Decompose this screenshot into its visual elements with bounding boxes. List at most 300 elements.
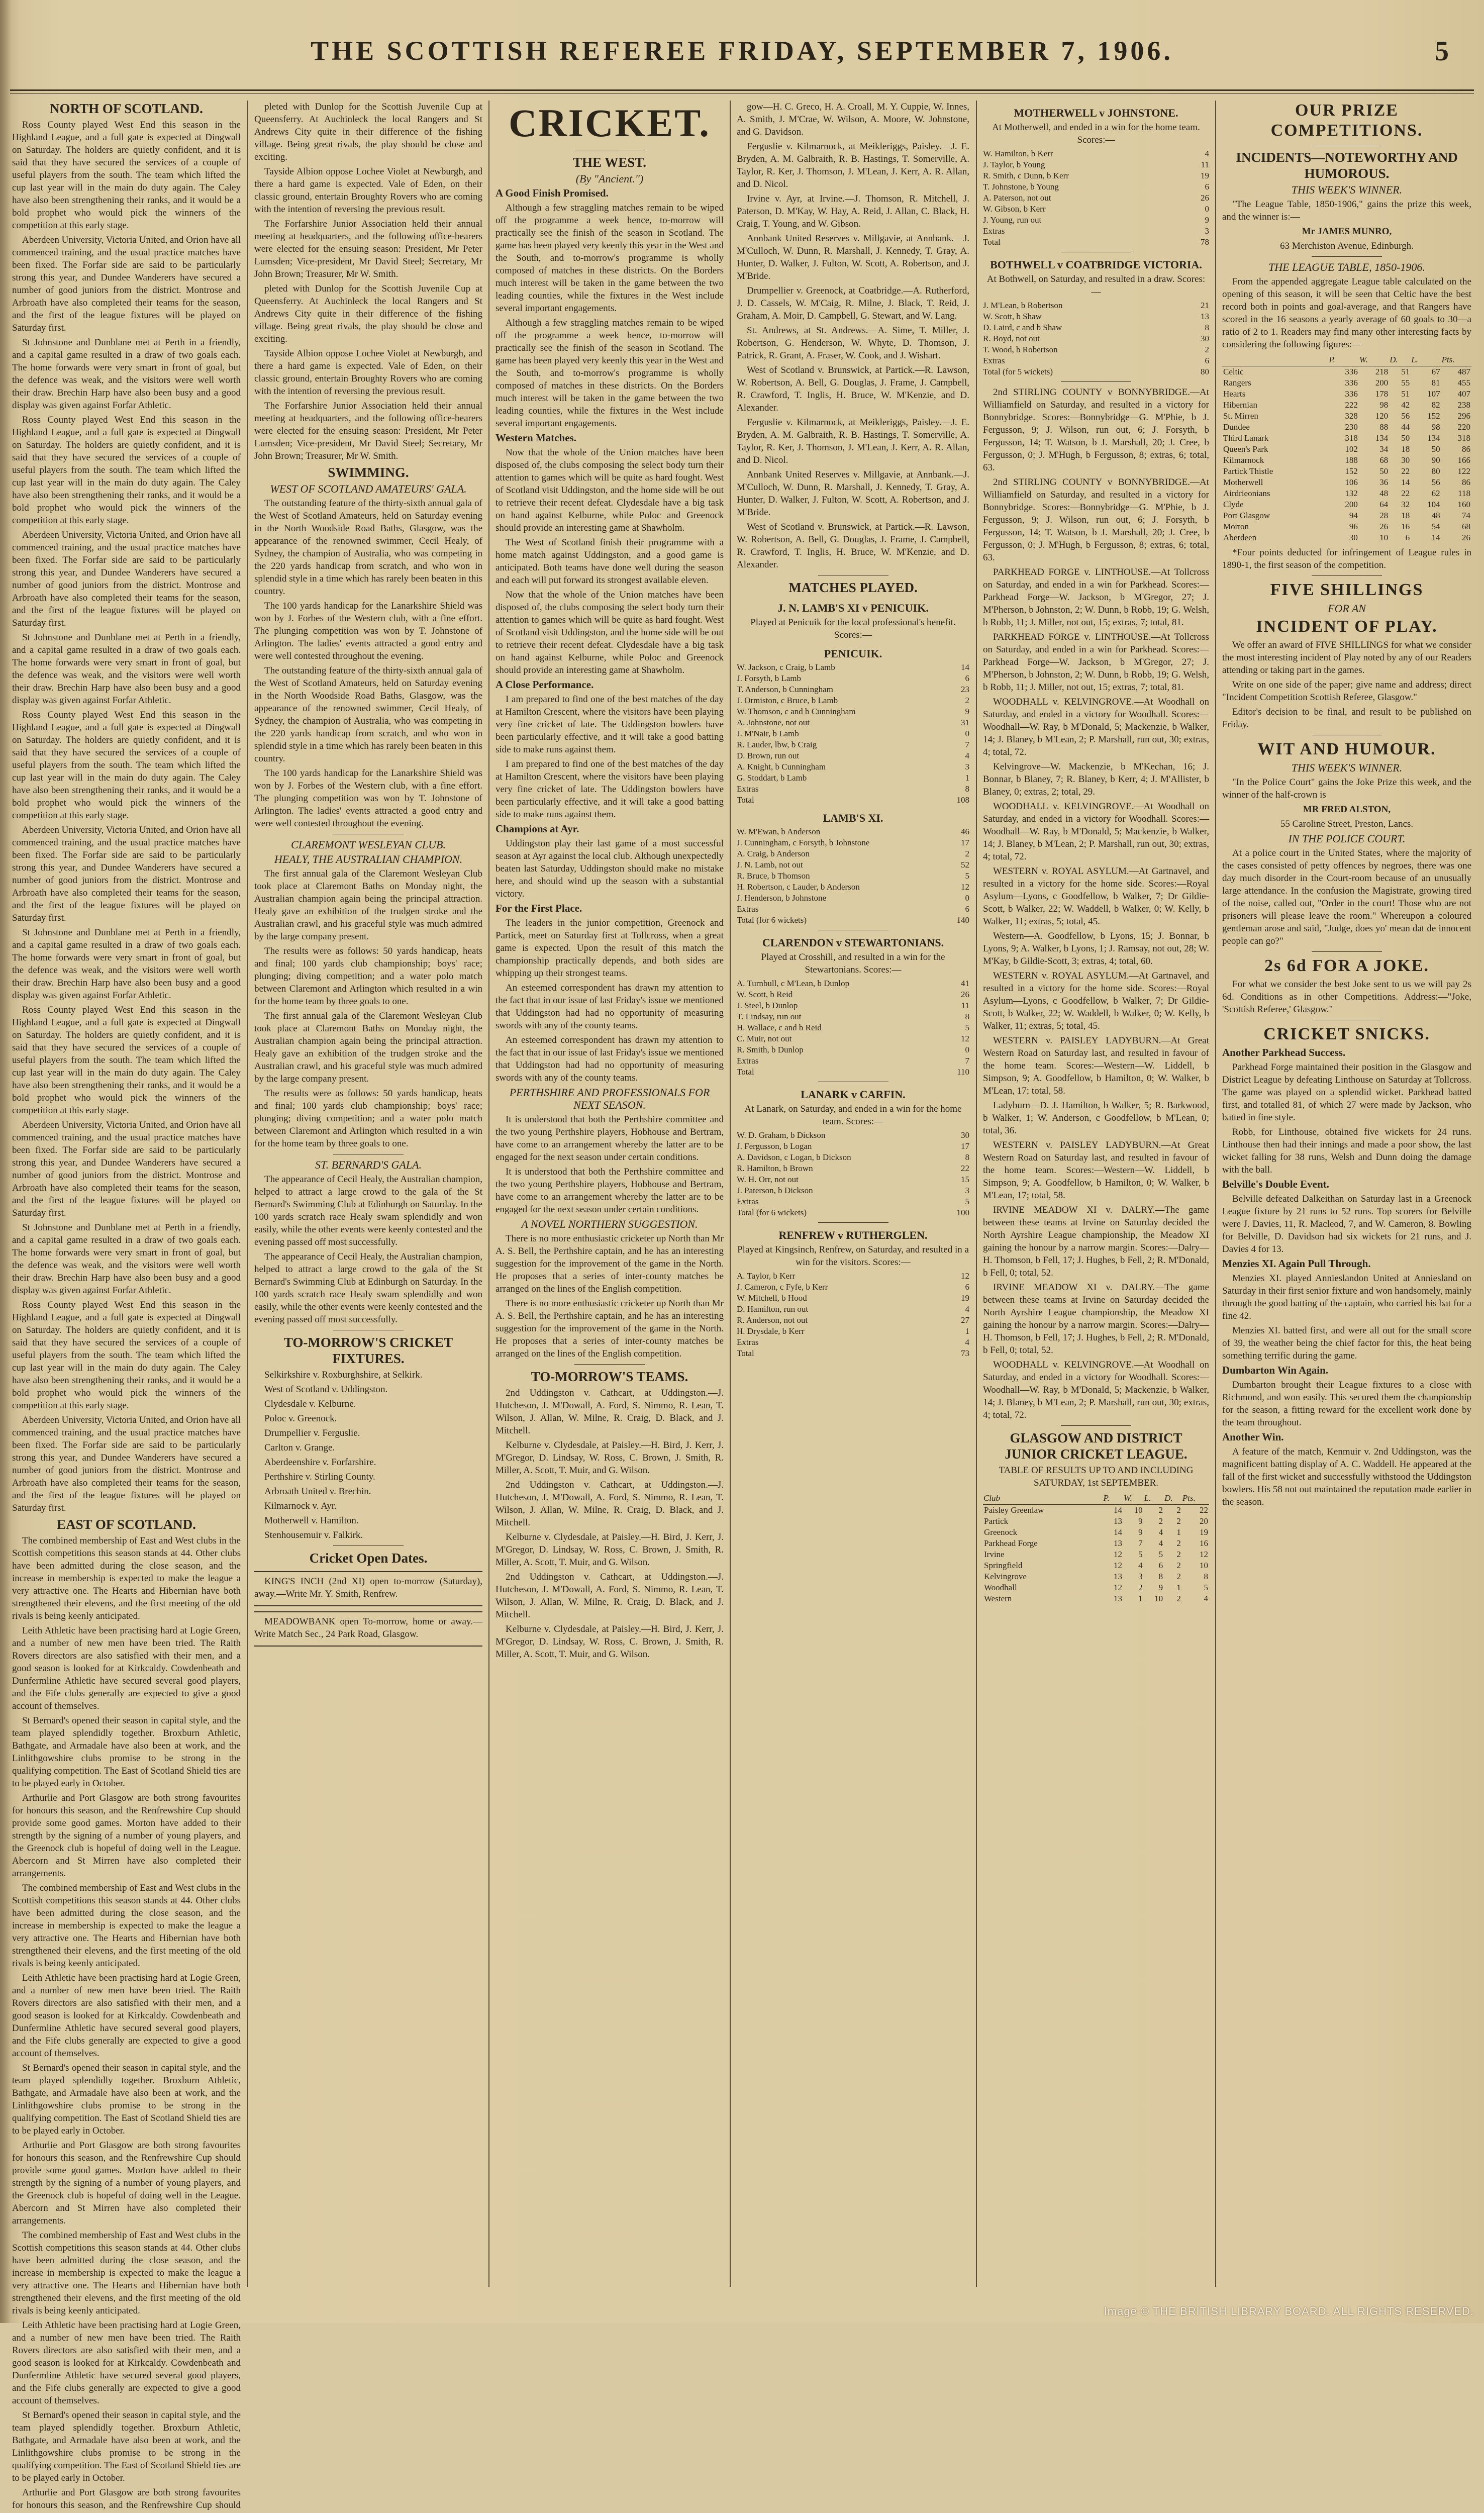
article-heading: HEALY, THE AUSTRALIAN CHAMPION.	[274, 853, 463, 865]
article-paragraph: From the appended aggregate League table calculated on the opening of this season, it will be seen that Celtic have the best record both in points and goal-average, and that Rangers have scored in the 16 seasons a yearly average of 60 goals to 30—a ratio of 2 to 1. Readers may find many other interesting facts by considering the following figures:—	[1222, 276, 1471, 350]
score-row: W. M'Ewan, b Anderson 46	[737, 827, 969, 836]
masthead-title: THE SCOTTISH REFEREE FRIDAY, SEPTEMBER 7, 1906.	[311, 36, 1173, 66]
score-row: H. Drysdale, b Kerr 1	[737, 1326, 969, 1336]
classified-ad	[254, 1571, 482, 1606]
match-note: At Bothwell, on Saturday, and resulted in a draw. Scores:—	[986, 274, 1206, 297]
score-row: W. Jackson, c Craig, b Lamb 14	[737, 662, 969, 672]
subheading: Menzies XI. Again Pull Through.	[1222, 1258, 1371, 1270]
winner-address: 63 Merchiston Avenue, Edinburgh.	[1280, 241, 1414, 251]
scorecard	[737, 662, 969, 806]
table-row: Kilmarnock 188 68 30 90 166	[1223, 455, 1470, 465]
section-heading: MATCHES PLAYED.	[788, 580, 918, 595]
score-total: Total (for 6 wickets) 140	[737, 915, 969, 925]
article-paragraph: The outstanding feature of the thirty-sixth annual gala of the West of Scotland Amateurs, held on Saturday evening in the North Woodside Road Baths, Glasgow, was the appearance of the renowned swimmer, Cecil Healy, of Sydney, the champion of Australia, who was competing in the 220 yards handicap from scratch, and who won in splendid style in a time which has rarely been beaten in this country.	[254, 665, 482, 764]
score-row: A. Craig, b Anderson 2	[737, 849, 969, 858]
article-heading: PERTHSHIRE AND PROFESSIONALS FOR NEXT SEASON.	[509, 1086, 710, 1111]
cricket-section-title: CRICKET.	[509, 101, 711, 145]
subheading: Dumbarton Win Again.	[1222, 1364, 1329, 1376]
table-row: Dundee 230 88 44 98 220	[1223, 422, 1470, 432]
fixture-item: Poloc v. Greenock.	[264, 1413, 337, 1424]
section-heading: GLASGOW AND DISTRICT JUNIOR CRICKET LEAGUE.	[1005, 1430, 1188, 1462]
fixture-item: Carlton v. Grange.	[264, 1442, 335, 1453]
junior-league-table	[983, 1492, 1209, 1604]
article-heading: THE LEAGUE TABLE, 1850-1906.	[1268, 261, 1425, 273]
article-paragraph: IRVINE MEADOW XI v. DALRY.—The game between these teams at Irvine on Saturday decided the North Ayrshire League championship, the Meadow XI gaining the honour by a narrow margin. Scores:—Dalry—H. Thomson, b Fell, 17; J. Hughes, b Fell, 2; R. M'Donald, b Fell, 0; total, 52.	[983, 1205, 1209, 1278]
table-header-row: Club P. W. L. D. Pts.	[983, 1492, 1209, 1505]
table-row: Aberdeen 30 10 6 14 26	[1223, 533, 1470, 542]
article-paragraph: The 100 yards handicap for the Lanarkshire Shield was won by J. Forbes of the Western club, with a fine effort. The plunging competition was won by T. Johnstone of Arlington. The ladies' events attracted a good entry and were well contested throughout the evening.	[254, 601, 482, 661]
article-paragraph: The first annual gala of the Claremont Wesleyan Club took place at Claremont Baths on Monday night, the Australian champion again being the principal attraction. Healy gave an exhibition of the trudgen stroke and the Australian crawl, and his graceful style was much admired by the large company present.	[254, 1011, 482, 1084]
copyright-watermark: Image © THE BRITISH LIBRARY BOARD. ALL RIGHTS RESERVED.	[1104, 2305, 1474, 2317]
fixture-item: Clydesdale v. Kelburne.	[264, 1399, 356, 1409]
table-row: Paisley Greenlaw 14 10 2 2 22	[984, 1505, 1208, 1515]
table-footnote: *Four points deducted for infringement of League rules in 1890-1, the first season of the competition.	[1222, 547, 1471, 570]
table-row: Kelvingrove 13 3 8 2 8	[984, 1572, 1208, 1581]
match-note: Played at Crosshill, and resulted in a win for the Stewartonians. Scores:—	[761, 952, 945, 975]
score-row: W. D. Graham, b Dickson 30	[737, 1130, 969, 1140]
article-heading: IN THE POLICE COURT.	[1288, 832, 1406, 845]
score-total: Total 73	[737, 1348, 969, 1358]
article-paragraph: The leaders in the junior competition, Greenock and Partick, meet on Saturday first at Tollcross, when a great game is expected. Upon the result of this match the championship practically depends, and both sides are whipping up their strongest teams.	[496, 918, 724, 979]
score-row: J. Paterson, b Dickson 3	[737, 1186, 969, 1195]
score-row: J. Young, run out 9	[983, 215, 1209, 225]
article-paragraph: Arthurlie and Port Glasgow are both strong favourites for honours this season, and the Renfrewshire Cup should	[12, 2487, 241, 2510]
subheading: A Close Performance.	[496, 679, 594, 691]
scorecard	[737, 1271, 969, 1359]
score-row: D. Hamilton, run out 4	[737, 1304, 969, 1314]
article-heading: ST. BERNARD'S GALA.	[315, 1158, 422, 1171]
column-3	[496, 101, 724, 2287]
article-paragraph: WESTERN v. PAISLEY LADYBURN.—At Great Western Road on Saturday last, and resulted in favour of the home team. Scores:—Western—W. Liddell, b Simpson, 9; A. Goodfellow, b Hamilton, 0; W. Walker, b M'Lean, 17; total, 58.	[983, 1140, 1209, 1201]
score-row: Extras 7	[737, 1056, 969, 1066]
article-paragraph: The 100 yards handicap for the Lanarkshire Shield was won by J. Forbes of the Western club, with a fine effort. The plunging competition was won by T. Johnstone of Arlington. The ladies' events attracted a good entry and were well contested throughout the evening.	[254, 768, 482, 829]
article-heading: A NOVEL NORTHERN SUGGESTION.	[521, 1218, 698, 1230]
article-paragraph: Ladyburn—D. J. Hamilton, b Walker, 5; R. Barkwood, b Walker, 1; W. Anderson, c Goodfellow, b M'Lean, 0; total, 36.	[983, 1100, 1209, 1136]
score-row: A. Johnstone, not out 31	[737, 718, 969, 727]
article-paragraph: PARKHEAD FORGE v. LINTHOUSE.—At Tollcross on Saturday, and ended in a win for Parkhead. Scores:—Parkhead Forge—W. Jackson, b M'Gregor, 27; J. M'Pherson, b Johnston, 2; W. Dunn, b Robb, 19; G. Welsh, b Robb, 11; J. Miller, not out, 15; extras, 7; total, 81.	[983, 632, 1209, 693]
match-title: J. N. LAMB'S XI v PENICUIK.	[777, 602, 929, 614]
fixture-item: Drumpellier v. Ferguslie.	[264, 1428, 360, 1438]
article-paragraph: Menzies XI. batted first, and were all out for the small score of 39, the weather being the chief factor for this, the heat being something terrific during the game.	[1222, 1325, 1471, 1361]
article-paragraph: Ross County played West End this season in the Highland League, and a full gate is expected at Dingwall on Saturday. The holders are quietly confident, and it is said that they have secured the services of a couple of useful players from the south. The team which lifted the cup last year will in the main do duty again. The Caley have also been strengthening their ranks, and it would be a bold prophet who would pick the winners of the competition at this early stage.	[12, 1300, 241, 1411]
scorecard	[737, 1130, 969, 1218]
article-paragraph: An esteemed correspondent has drawn my attention to the fact that in our issue of last Friday's issue we mentioned that Uddingston had had no opportunity of measuring swords with any of the county teams.	[496, 983, 724, 1031]
article-paragraph: 2nd Uddingston v. Cathcart, at Uddingston.—J. Hutcheson, J. M'Dowall, A. Ford, S. Nimmo, R. Lean, T. Wilson, J. Allan, W. Milne, R. Craig, D. Black, and J. Mitchell.	[496, 1572, 724, 1620]
article-paragraph: Editor's decision to be final, and result to be published on Friday.	[1222, 707, 1471, 730]
score-row: R. Smith, c Dunn, b Kerr 19	[983, 171, 1209, 180]
divider	[1312, 951, 1382, 952]
article-paragraph: St Bernard's opened their season in capital style, and the team played splendidly together. Broxburn Athletic, Bathgate, and Armadale have also been at work, and the Linlithgowshire clubs promise to be strong in the qualifying competition. The East of Scotland Shield ties are to be played early in October.	[12, 2410, 241, 2483]
article-paragraph: The appearance of Cecil Healy, the Australian champion, helped to attract a large crowd to the gala of the St Bernard's Swimming Club at Edinburgh on Saturday. In the 100 yards scratch race Healy swam splendidly and won easily, while the other events were keenly contested and the evening passed off most successfully.	[254, 1251, 483, 1325]
article-paragraph: Ferguslie v. Kilmarnock, at Meikleriggs, Paisley.—J. E. Bryden, A. M. Galbraith, R. B. Hastings, T. Somerville, A. Taylor, R. Ker, J. Thomson, J. M'Lean, J. Kerr, A. R. Allan, and D. Nicol.	[737, 417, 969, 465]
score-row: T. Wood, b Robertson 2	[983, 345, 1209, 354]
article-paragraph: Western—A. Goodfellow, b Lyons, 15; J. Bonnar, b Lyons, 9; A. Walker, b Lyons, 1; J. Ramsay, not out, 28; W. M'Kay, b Gildie-Scott, 3; extras, 4; total, 60.	[983, 931, 1209, 966]
article-paragraph: West of Scotland v. Brunswick, at Partick.—R. Lawson, W. Robertson, A. Bell, G. Douglas, J. Frame, J. Campbell, R. Crawford, T. Inglis, H. Bruce, W. M'Kenzie, and D. Alexander.	[737, 365, 969, 413]
score-row: J. Ormiston, c Bruce, b Lamb 2	[737, 696, 969, 705]
article-paragraph: WESTERN v. ROYAL ASYLUM.—At Gartnavel, and resulted in a victory for the home side. Scores:—Royal Asylum—Lyons, c Goodfellow, b Walker, 7; Dr Gildie-Scott, b Walker, 22; W. Waddell, b Walker, 0; W. Kelly, b Walker, 11; extras, 5; total, 45.	[983, 971, 1209, 1031]
section-heading: 2s 6d FOR A JOKE.	[1264, 956, 1429, 975]
score-row: T. Johnstone, b Young 6	[983, 182, 1209, 191]
section-heading: FIVE SHILLINGS	[1270, 581, 1424, 599]
section-heading: Cricket Open Dates.	[309, 1551, 428, 1566]
article-paragraph: pleted with Dunlop for the Scottish Juvenile Cup at Queensferry. At Auchinleck the local Rangers and St Andrews City quite in their difference of the fishing village. Being great rivals, the play should be close and exciting.	[254, 102, 482, 162]
table-row: Clyde 200 64 32 104 160	[1223, 500, 1470, 509]
score-total: Total 110	[737, 1067, 969, 1077]
article-paragraph: Uddingston play their last game of a most successful season at Ayr against the local club. Although unexpectedly beaten last Saturday, Uddingston should make no mistake here, and should wind up the season with a substantial victory.	[496, 838, 724, 899]
article-paragraph: Kelburne v. Clydesdale, at Paisley.—H. Bird, J. Kerr, J. M'Gregor, D. Lindsay, W. Ross, C. Brown, J. Smith, R. Miller, A. Scott, T. Muir, and G. Wilson.	[496, 1624, 724, 1660]
article-paragraph: Parkhead Forge maintained their position in the Glasgow and District League by defeating Linthouse on Saturday at Tollcross. The game was played on a splendid wicket. Parkhead batted first, and totalled 81, of which 27 were made by Jackson, who batted in fine style.	[1222, 1062, 1471, 1123]
winner-name: MR FRED ALSTON,	[1303, 804, 1391, 815]
fixture-item: Aberdeenshire v. Forfarshire.	[264, 1457, 376, 1468]
score-row: W. Scott, b Shaw 13	[983, 312, 1209, 321]
subheading: Belville's Double Event.	[1222, 1178, 1329, 1190]
article-paragraph: Tayside Albion oppose Lochee Violet at Newburgh, and there a hard game is expected. Vale of Eden, on their classic ground, entertain Broughty Rovers who are coming with the intention of reversing the previous result.	[254, 348, 482, 397]
team-name: PENICUIK.	[824, 647, 882, 660]
article-paragraph: Arthurlie and Port Glasgow are both strong favourites for honours this season, and the Renfrewshire Cup should provide some good games. Morton have added to their strength by the signing of a number of young players, and the Greenock club is hopeful of doing well in the League. Abercorn and St Mirren have also completed their arrangements.	[12, 2140, 241, 2226]
match-note: Played at Kingsinch, Renfrew, on Saturday, and resulted in a win for the visitors. Scores:—	[737, 1244, 969, 1268]
article-paragraph: Kelvingrove—W. Mackenzie, b M'Kechan, 16; J. Bonnar, b Blaney, 7; R. Blaney, b Kerr, 4; J. M'Allister, b Blaney, 0; extras, 2; total, 29.	[983, 761, 1209, 797]
table-row: Hibernian 222 98 42 82 238	[1223, 400, 1470, 410]
score-row: W. Hamilton, b Kerr 4	[983, 149, 1209, 158]
table-row: Woodhall 12 2 9 1 5	[984, 1583, 1208, 1592]
article-paragraph: The Forfarshire Junior Association held their annual meeting at headquarters, and the following office-bearers were elected for the ensuing season: President, Mr Peter Lumsden; Vice-president, Mr David Steel; Secretary, Mr John Brown; Treasurer, Mr W. Smith.	[254, 219, 482, 279]
score-row: Extras 8	[737, 784, 969, 794]
score-row: R. Lauder, lbw, b Craig 7	[737, 740, 969, 749]
article-paragraph: "In the Police Court" gains the Joke Prize this week, and the winner of the half-crown is	[1222, 777, 1471, 800]
section-heading: INCIDENTS—NOTEWORTHY AND HUMOROUS.	[1236, 150, 1458, 181]
article-paragraph: Belville defeated Dalkeithan on Saturday last in a Greenock League fixture by 21 runs to 52 runs. Top scorers for Belville were J. Davies, 11, R. Macleod, 7, and W. Cameron, 8. Bowling for Belville, D. Davidson had six wickets for 21 runs, and J. Davies 4 for 13.	[1222, 1194, 1471, 1254]
article-paragraph: It is understood that both the Perthshire committee and the two young Perthshire players, Hobhouse and Bertram, have come to an arrangement whereby the latter are to be engaged for the next season under certain conditions.	[496, 1167, 724, 1215]
masthead-rule-thin	[10, 93, 1474, 94]
article-paragraph: WESTERN v. ROYAL ASYLUM.—At Gartnavel, and resulted in a victory for the home side. Scores:—Royal Asylum—Lyons, c Goodfellow, b Walker, 7; Dr Gildie-Scott, b Walker, 22; W. Waddell, b Walker, 0; W. Kelly, b Walker, 11; extras, 5; total, 45.	[983, 866, 1209, 927]
subheading: Another Parkhead Success.	[1222, 1046, 1346, 1058]
score-row: J. Taylor, b Young 11	[983, 160, 1209, 169]
article-heading: THIS WEEK'S WINNER.	[1291, 761, 1403, 774]
article-paragraph: Robb, for Linthouse, obtained five wickets for 24 runs. Linthouse then had their innings and made a poor show, the last wicket falling for 38 runs, Welsh and Dunn doing the damage with the ball.	[1222, 1127, 1471, 1175]
masthead	[0, 30, 1484, 75]
score-row: R. Bruce, b Thomson 5	[737, 871, 969, 881]
article-paragraph: WESTERN v. PAISLEY LADYBURN.—At Great Western Road on Saturday last, and resulted in favour of the home team. Scores:—Western—W. Liddell, b Simpson, 9; A. Goodfellow, b Hamilton, 0; W. Walker, b M'Lean, 17; total, 58.	[983, 1035, 1209, 1096]
score-total: Total (for 5 wickets) 80	[983, 367, 1209, 376]
section-heading: NORTH OF SCOTLAND.	[50, 101, 203, 116]
section-heading: CRICKET SNICKS.	[1263, 1025, 1430, 1043]
article-paragraph: IRVINE MEADOW XI v. DALRY.—The game between these teams at Irvine on Saturday decided the North Ayrshire League championship, the Meadow XI gaining the honour by a narrow margin. Scores:—Dalry—H. Thomson, b Fell, 17; J. Hughes, b Fell, 2; R. M'Donald, b Fell, 0; total, 52.	[983, 1282, 1209, 1356]
article-paragraph: Aberdeen University, Victoria United, and Orion have all commenced training, and the usual practice matches have been fixed. The Forfar side are said to be particularly strong this year, and Dundee Wanderers have secured a number of good juniors from the district. Montrose and Arbroath have also completed their teams for the season, and the first of the league fixtures will be played on Saturday first.	[12, 1415, 241, 1513]
article-paragraph: Write on one side of the paper; give name and address; direct "Incident Competition Scottish Referee, Glasgow."	[1222, 680, 1471, 703]
match-title: MOTHERWELL v JOHNSTONE.	[1014, 107, 1178, 119]
score-row: C. Muir, not out 12	[737, 1034, 969, 1043]
match-note: Played at Penicuik for the local professional's benefit. Scores:—	[750, 617, 956, 640]
table-row: Motherwell 106 36 14 56 86	[1223, 477, 1470, 487]
article-paragraph: West of Scotland v. Brunswick, at Partick.—R. Lawson, W. Robertson, A. Bell, G. Douglas, J. Frame, J. Campbell, R. Crawford, T. Inglis, H. Bruce, W. M'Kenzie, and D. Alexander.	[737, 522, 969, 570]
subheading: A Good Finish Promised.	[496, 187, 609, 199]
ad-text: MEADOWBANK open To-morrow, home or away.—Write Match Sec., 24 Park Road, Glasgow.	[254, 1616, 482, 1639]
table-row: Rangers 336 200 55 81 455	[1223, 378, 1470, 388]
scorecard	[737, 826, 969, 926]
table-header-row: P. W. D. L. Pts.	[1222, 354, 1471, 366]
article-paragraph: WOODHALL v. KELVINGROVE.—At Woodhall on Saturday, and ended in a victory for Woodhall. Scores:—Woodhall—W. Ray, b M'Donald, 5; Mackenzie, b Walker, 14; J. Blaney, b M'Lean, 2; P. Marshall, run out, 30; extras, 4; total, 72.	[983, 697, 1209, 757]
section-heading: THE WEST.	[572, 155, 647, 170]
score-row: Extras 6	[737, 904, 969, 914]
section-heading: TO-MORROW'S CRICKET FIXTURES.	[283, 1335, 453, 1366]
article-paragraph: 2nd STIRLING COUNTY v BONNYBRIDGE.—At Williamfield on Saturday, and resulted in a victory for Bonnybridge. Scores:—Bonnybridge—G. M'Phie, b J. Fergusson, 9; J. Wilson, run out, 6; J. Forsyth, b Fergusson, 14; T. Watson, b J. Marshall, 20; J. Cree, b Fergusson, 0; J. M'Hugh, b Fergusson, 8; extras, 6; total, 63.	[983, 387, 1209, 473]
score-row: H. Robertson, c Lauder, b Anderson 12	[737, 882, 969, 892]
article-paragraph: We offer an award of FIVE SHILLINGS for what we consider the most interesting incident of Play noted by any of our Readers attending or taking part in the games.	[1222, 640, 1471, 675]
article-paragraph: A feature of the match, Kenmuir v. 2nd Uddingston, was the magnificent batting display of A. C. Waddell. He appeared at the fall of the first wicket and successfully withstood the Uddingston bowlers. His 58 not out maintained the reputation made earlier in the season.	[1222, 1446, 1471, 1507]
article-paragraph: St. Andrews, at St. Andrews.—A. Sime, T. Miller, J. Robertson, G. Henderson, W. Whyte, D. Thomson, J. Patrick, R. Grant, A. Fraser, W. Cook, and J. Wishart.	[737, 325, 969, 361]
column-rule	[247, 101, 248, 2287]
score-row: D. Brown, run out 4	[737, 751, 969, 760]
article-paragraph: Dumbarton brought their League fixtures to a close with Richmond, and won easily. This secured them the championship for the season, a fitting reward for the excellent work done by the team throughout.	[1222, 1380, 1471, 1428]
article-paragraph: An esteemed correspondent has drawn my attention to the fact that in our issue of last Friday's issue we mentioned that Uddingston had had no opportunity of measuring swords with any of the county teams.	[496, 1035, 724, 1083]
article-paragraph: Ferguslie v. Kilmarnock, at Meikleriggs, Paisley.—J. E. Bryden, A. M. Galbraith, R. B. Hastings, T. Somerville, A. Taylor, R. Ker, J. Thomson, J. M'Lean, J. Kerr, A. R. Allan, and D. Nicol.	[737, 141, 969, 189]
page-binding-shadow	[0, 0, 11, 2323]
score-row: R. Anderson, not out 27	[737, 1315, 969, 1325]
subheading: Champions at Ayr.	[496, 823, 579, 835]
divider	[1061, 1425, 1131, 1426]
subheading: For the First Place.	[496, 902, 582, 914]
table-row: Celtic 336 218 51 67 487	[1223, 367, 1470, 376]
table-row: Springfield 12 4 6 2 10	[984, 1561, 1208, 1570]
article-paragraph: It is understood that both the Perthshire committee and the two young Perthshire players, Hobhouse and Bertram, have come to an arrangement whereby the latter are to be engaged for the next season under certain conditions.	[496, 1114, 724, 1163]
article-paragraph: The results were as follows: 50 yards handicap, heats and final; 100 yards club championship; boys' race; plunging; diving competition; and a water polo match between Claremont and Arlington which resulted in a win for the home team by three goals to one.	[254, 1088, 482, 1149]
article-paragraph: gow—H. C. Greco, H. A. Croall, M. Y. Cuppie, W. Innes, A. Smith, J. M'Crae, W. Wilson, A. Moore, W. Johnstone, and G. Davidson.	[737, 102, 969, 137]
score-row: A. Knight, b Cunningham 3	[737, 762, 969, 771]
article-paragraph: Aberdeen University, Victoria United, and Orion have all commenced training, and the usual practice matches have been fixed. The Forfar side are said to be particularly strong this year, and Dundee Wanderers have secured a number of good juniors from the district. Montrose and Arbroath have also completed their teams for the season, and the first of the league fixtures will be played on Saturday first.	[12, 530, 241, 628]
scorecard	[983, 300, 1209, 377]
article-paragraph: The Forfarshire Junior Association held their annual meeting at headquarters, and the following office-bearers were elected for the ensuing season: President, Mr Peter Lumsden; Vice-president, Mr David Steel; Secretary, Mr John Brown; Treasurer, Mr W. Smith.	[254, 401, 482, 461]
score-row: J. Henderson, b Johnstone 0	[737, 893, 969, 903]
article-paragraph: Aberdeen University, Victoria United, and Orion have all commenced training, and the usual practice matches have been fixed. The Forfar side are said to be particularly strong this year, and Dundee Wanderers have secured a number of good juniors from the district. Montrose and Arbroath have also completed their teams for the season, and the first of the league fixtures will be played on Saturday first.	[12, 825, 241, 923]
article-paragraph: Leith Athletic have been practising hard at Logie Green, and a number of new men have been tried. The Raith Rovers directors are also satisfied with their men, and a good season is looked for at Kirkcaldy. Cowdenbeath and Dunfermline Athletic have secured several good players, and the Fife clubs generally are expected to give a good account of themselves.	[12, 1973, 241, 2059]
article-paragraph: The appearance of Cecil Healy, the Australian champion, helped to attract a large crowd to the gala of the St Bernard's Swimming Club at Edinburgh on Saturday. In the 100 yards scratch race Healy swam splendidly and won easily, while the other events were keenly contested and the evening passed off most successfully.	[254, 1174, 483, 1247]
table-row: Port Glasgow 94 28 18 48 74	[1223, 511, 1470, 520]
score-row: W. Thomson, c and b Cunningham 9	[737, 707, 969, 716]
article-paragraph: "The League Table, 1850-1906," gains the prize this week, and the winner is:—	[1222, 199, 1471, 222]
score-row: R. Hamilton, b Brown 22	[737, 1164, 969, 1173]
score-row: A. Turnbull, c M'Lean, b Dunlop 41	[737, 979, 969, 988]
article-paragraph: Arthurlie and Port Glasgow are both strong favourites for honours this season, and the Renfrewshire Cup should provide some good games. Morton have added to their strength by the signing of a number of young players, and the Greenock club is hopeful of doing well in the League. Abercorn and St Mirren have also completed their arrangements.	[12, 1793, 241, 1879]
article-paragraph: St Johnstone and Dunblane met at Perth in a friendly, and a capital game resulted in a draw of two goals each. The home forwards were very smart in front of goal, but the defence was weak, and the visitors were well worth their draw. Brechin Harp have also been busy and a good display was given against Forfar Athletic.	[12, 1222, 241, 1296]
score-row: W. H. Orr, not out 15	[737, 1175, 969, 1184]
section-heading: TO-MORROW'S TEAMS.	[531, 1369, 688, 1384]
article-paragraph: Aberdeen University, Victoria United, and Orion have all commenced training, and the usual practice matches have been fixed. The Forfar side are said to be particularly strong this year, and Dundee Wanderers have secured a number of good juniors from the district. Montrose and Arbroath have also completed their teams for the season, and the first of the league fixtures will be played on Saturday first.	[12, 235, 241, 333]
article-paragraph: pleted with Dunlop for the Scottish Juvenile Cup at Queensferry. At Auchinleck the local Rangers and St Andrews City quite in their difference of the fishing village. Being great rivals, the play should be close and exciting.	[254, 283, 482, 344]
article-paragraph: St Johnstone and Dunblane met at Perth in a friendly, and a capital game resulted in a draw of two goals each. The home forwards were very smart in front of goal, but the defence was weak, and the visitors were well worth their draw. Brechin Harp have also been busy and a good display was given against Forfar Athletic.	[12, 337, 241, 411]
score-row: J. M'Nair, b Lamb 0	[737, 729, 969, 738]
ad-text: KING'S INCH (2nd XI) open to-morrow (Saturday), away.—Write Mr. Y. Smith, Renfrew.	[254, 1576, 482, 1599]
section-heading: EAST OF SCOTLAND.	[57, 1517, 196, 1532]
fixtures-list	[254, 1369, 482, 1541]
column-4	[737, 101, 969, 2287]
article-paragraph: Ross County played West End this season in the Highland League, and a full gate is expected at Dingwall on Saturday. The holders are quietly confident, and it is said that they have secured the services of a couple of useful players from the south. The team which lifted the cup last year will in the main do duty again. The Caley have also been strengthening their ranks, and it would be a bold prophet who would pick the winners of the competition at this early stage.	[12, 710, 241, 821]
score-row: W. Scott, b Reid 26	[737, 990, 969, 999]
article-paragraph: 2nd Uddingston v. Cathcart, at Uddingston.—J. Hutcheson, J. M'Dowall, A. Ford, S. Nimmo, R. Lean, T. Wilson, J. Allan, W. Milne, R. Craig, D. Black, and J. Mitchell.	[496, 1480, 724, 1528]
score-row: A. Taylor, b Kerr 12	[737, 1271, 969, 1281]
score-row: J. Cunningham, c Forsyth, b Johnstone 17	[737, 838, 969, 847]
winner-name: Mr JAMES MUNRO,	[1302, 226, 1392, 237]
score-row: G. Stoddart, b Lamb 1	[737, 773, 969, 783]
table-row: Morton 96 26 16 54 68	[1223, 522, 1470, 531]
score-row: D. Laird, c and b Shaw 8	[983, 323, 1209, 332]
fixture-item: Selkirkshire v. Roxburghshire, at Selkirk.	[264, 1370, 423, 1380]
score-row: J. Steel, b Dunlop 11	[737, 1001, 969, 1010]
column-rule	[730, 101, 731, 2287]
article-paragraph: Ross County played West End this season in the Highland League, and a full gate is expected at Dingwall on Saturday. The holders are quietly confident, and it is said that they have secured the services of a couple of useful players from the south. The team which lifted the cup last year will in the main do duty again. The Caley have also been strengthening their ranks, and it would be a bold prophet who would pick the winners of the competition at this early stage.	[12, 120, 241, 231]
article-paragraph: Although a few straggling matches remain to be wiped off the programme a week hence, to-morrow will practically see the finish of the season in Scotland. The game has been played very keenly this year in the West and the South, and to-morrow's programme is wholly composed of matches in these districts. On the Borders much interest will be taken in the game between the two leading counties, while the fixtures in the West include several important engagements.	[496, 203, 724, 314]
column-2	[254, 101, 482, 2287]
article-paragraph: There is no more enthusiastic cricketer up North than Mr A. S. Bell, the Perthshire captain, and he has an interesting suggestion for the improvement of the game in the North. He proposes that a series of inter-county matches be arranged on the lines of the English competition.	[496, 1233, 724, 1294]
match-title: CLARENDON v STEWARTONIANS.	[762, 936, 944, 949]
match-title: BOTHWELL v COATBRIDGE VICTORIA.	[990, 258, 1202, 271]
article-paragraph: Annbank United Reserves v. Millgavie, at Annbank.—J. M'Culloch, W. Dunn, R. Marshall, J. Kennedy, T. Gray, A. Hunter, D. Walker, J. Fulton, W. Scott, A. Robertson, and J. M'Bride.	[737, 233, 969, 281]
score-row: Extras 4	[737, 1337, 969, 1347]
score-row: Extras 5	[737, 1197, 969, 1206]
article-paragraph: The combined membership of East and West clubs in the Scottish competitions this season stands at 44. Other clubs have been admitted during the close season, and the increase in membership is expected to make the league a very attractive one. The Hearts and Hibernian have both strengthened their elevens, and the first meeting of the old rivals is being keenly anticipated.	[12, 1535, 241, 1621]
article-paragraph: Irvine v. Ayr, at Irvine.—J. Thomson, R. Mitchell, J. Paterson, D. M'Kay, W. Hay, A. Reid, J. Allan, C. Black, H. Craig, T. Young, and W. Gibson.	[737, 194, 969, 229]
score-row: H. Wallace, c and b Reid 5	[737, 1023, 969, 1032]
score-row: T. Lindsay, run out 8	[737, 1012, 969, 1021]
table-row: Third Lanark 318 134 50 134 318	[1223, 433, 1470, 443]
column-rule	[976, 101, 977, 2287]
table-row: Irvine 12 5 5 2 12	[984, 1550, 1208, 1559]
score-total: Total 78	[983, 237, 1209, 247]
table-row: Airdrieonians 132 48 22 62 118	[1223, 489, 1470, 498]
column-6	[1222, 101, 1471, 2287]
masthead-rule	[10, 89, 1474, 91]
score-row: J. M'Lean, b Robertson 21	[983, 301, 1209, 310]
fixture-item: West of Scotland v. Uddingston.	[264, 1384, 388, 1395]
divider	[574, 1364, 645, 1365]
article-paragraph: The combined membership of East and West clubs in the Scottish competitions this season stands at 44. Other clubs have been admitted during the close season, and the increase in membership is expected to make the league a very attractive one. The Hearts and Hibernian have both strengthened their elevens, and the first meeting of the old rivals is being keenly anticipated.	[12, 1883, 241, 1969]
table-row: Western 13 1 10 2 4	[984, 1594, 1208, 1603]
article-paragraph: Tayside Albion oppose Lochee Violet at Newburgh, and there a hard game is expected. Vale of Eden, on their classic ground, entertain Broughty Rovers who are coming with the intention of reversing the previous result.	[254, 166, 482, 215]
section-heading: OUR PRIZE COMPETITIONS.	[1270, 101, 1423, 140]
article-paragraph: The first annual gala of the Claremont Wesleyan Club took place at Claremont Baths on Monday night, the Australian champion again being the principal attraction. Healy gave an exhibition of the trudgen stroke and the Australian crawl, and his graceful style was much admired by the large company present.	[254, 868, 482, 942]
article-heading: FOR AN	[1328, 602, 1366, 615]
article-heading: THIS WEEK'S WINNER.	[1291, 183, 1403, 196]
section-heading: WIT AND HUMOUR.	[1257, 740, 1436, 758]
article-paragraph: I am prepared to find one of the best matches of the day at Hamilton Crescent, where the visitors have been playing very fine cricket of late. The Uddingston bowlers have been particularly effective, and it will take a good batting side to make runs against them.	[496, 759, 724, 820]
team-name: LAMB'S XI.	[823, 812, 883, 824]
article-paragraph: Aberdeen University, Victoria United, and Orion have all commenced training, and the usual practice matches have been fixed. The Forfar side are said to be particularly strong this year, and Dundee Wanderers have secured a number of good juniors from the district. Montrose and Arbroath have also completed their teams for the season, and the first of the league fixtures will be played on Saturday first.	[12, 1120, 241, 1218]
divider	[333, 1545, 404, 1546]
table-caption: TABLE OF RESULTS UP TO AND INCLUDING SATURDAY, 1st SEPTEMBER.	[999, 1465, 1194, 1488]
article-paragraph: St Bernard's opened their season in capital style, and the team played splendidly together. Broxburn Athletic, Bathgate, and Armadale have also been at work, and the Linlithgowshire clubs promise to be strong in the qualifying competition. The East of Scotland Shield ties are to be played early in October.	[12, 2063, 241, 2136]
fixture-item: Perthshire v. Stirling County.	[264, 1472, 375, 1482]
fixture-item: Motherwell v. Hamilton.	[264, 1515, 359, 1526]
article-heading: CLAREMONT WESLEYAN CLUB.	[291, 838, 446, 851]
score-row: Extras 6	[983, 356, 1209, 365]
match-title: LANARK v CARFIN.	[801, 1088, 906, 1101]
divider	[1312, 575, 1382, 576]
article-paragraph: 2nd STIRLING COUNTY v BONNYBRIDGE.—At Williamfield on Saturday, and resulted in a victory for Bonnybridge. Scores:—Bonnybridge—G. M'Phie, b J. Fergusson, 9; J. Wilson, run out, 6; J. Forsyth, b Fergusson, 14; T. Watson, b J. Marshall, 20; J. Cree, b Fergusson, 0; J. M'Hugh, b Fergusson, 8; extras, 6; total, 63.	[983, 477, 1209, 563]
article-paragraph: St Johnstone and Dunblane met at Perth in a friendly, and a capital game resulted in a draw of two goals each. The home forwards were very smart in front of goal, but the defence was weak, and the visitors were well worth their draw. Brechin Harp have also been busy and a good display was given against Forfar Athletic.	[12, 632, 241, 706]
subheading: Western Matches.	[496, 432, 576, 444]
article-paragraph: Leith Athletic have been practising hard at Logie Green, and a number of new men have been tried. The Raith Rovers directors are also satisfied with their men, and a good season is looked for at Kirkcaldy. Cowdenbeath and Dunfermline Athletic have secured several good players, and the Fife clubs generally are expected to give a good account of themselves.	[12, 2320, 241, 2406]
table-row: Queen's Park 102 34 18 50 86	[1223, 444, 1470, 454]
page-number: 5	[1435, 36, 1449, 67]
classified-ad	[254, 1611, 482, 1647]
fixture-item: Arbroath United v. Brechin.	[264, 1486, 371, 1497]
scorecard	[983, 148, 1209, 248]
article-paragraph: The combined membership of East and West clubs in the Scottish competitions this season stands at 44. Other clubs have been admitted during the close season, and the increase in membership is expected to make the league a very attractive one. The Hearts and Hibernian have both strengthened their elevens, and the first meeting of the old rivals is being keenly anticipated.	[12, 2230, 241, 2316]
score-row: J. Cameron, c Fyfe, b Kerr 6	[737, 1282, 969, 1292]
score-row: Extras 3	[983, 226, 1209, 236]
article-paragraph: Now that the whole of the Union matches have been disposed of, the clubs composing the select body turn their attention to games which will be quite as hard fought. West of Scotland visit Uddingston, and the home side will be out to retrieve their recent defeat. Clydesdale have a big task on hand against Kelburne, while Poloc and Greenock should provide an interesting game at Shawholm.	[496, 447, 724, 533]
table-row: Parkhead Forge 13 7 4 2 16	[984, 1538, 1208, 1548]
article-paragraph: The outstanding feature of the thirty-sixth annual gala of the West of Scotland Amateurs, held on Saturday evening in the North Woodside Road Baths, Glasgow, was the appearance of the renowned swimmer, Cecil Healy, of Sydney, the champion of Australia, who was competing in the 220 yards handicap from scratch, and who won in splendid style in a time which has rarely been beaten in this country.	[254, 498, 482, 597]
article-paragraph: The results were as follows: 50 yards handicap, heats and final; 100 yards club championship; boys' race; plunging; diving competition; and a water polo match between Claremont and Arlington which resulted in a win for the home team by three goals to one.	[254, 946, 482, 1007]
score-row: J. N. Lamb, not out 52	[737, 860, 969, 869]
winner-address: 55 Caroline Street, Preston, Lancs.	[1280, 819, 1414, 829]
article-paragraph: Kelburne v. Clydesdale, at Paisley.—H. Bird, J. Kerr, J. M'Gregor, D. Lindsay, W. Ross, C. Brown, J. Smith, R. Miller, A. Scott, T. Muir, and G. Wilson.	[496, 1440, 724, 1476]
article-paragraph: There is no more enthusiastic cricketer up North than Mr A. S. Bell, the Perthshire captain, and he has an interesting suggestion for the improvement of the game in the North. He proposes that a series of inter-county matches be arranged on the lines of the English competition.	[496, 1298, 724, 1359]
match-note: At Lanark, on Saturday, and ended in a win for the home team. Scores:—	[744, 1104, 962, 1127]
article-paragraph: For what we consider the best Joke sent to us we will pay 2s 6d. Conditions as in other Competitions. Address:—"Joke, 'Scottish Referee,' Glasgow."	[1222, 979, 1471, 1015]
table-row: Hearts 336 178 51 107 407	[1223, 389, 1470, 399]
column-rule	[488, 101, 489, 2287]
table-row: Partick 13 9 2 2 20	[984, 1516, 1208, 1526]
article-paragraph: The West of Scotland finish their programme with a home match against Uddingston, and a good game is anticipated. Both teams have done well during the season and each will put forward its strongest available eleven.	[496, 537, 724, 586]
score-row: R. Smith, b Dunlop 0	[737, 1045, 969, 1054]
score-total: Total 108	[737, 795, 969, 805]
article-paragraph: Menzies XI. played Annieslandon United at Anniesland on Saturday in their first senior fixture and won handsomely, mainly through the good batting of the captain, who carried his bat for a fine 42.	[1222, 1273, 1471, 1321]
column-rule	[1215, 101, 1216, 2287]
score-row: W. Mitchell, b Hood 19	[737, 1293, 969, 1303]
article-paragraph: Ross County played West End this season in the Highland League, and a full gate is expected at Dingwall on Saturday. The holders are quietly confident, and it is said that they have secured the services of a couple of useful players from the south. The team which lifted the cup last year will in the main do duty again. The Caley have also been strengthening their ranks, and it would be a bold prophet who would pick the winners of the competition at this early stage.	[12, 1005, 241, 1116]
article-paragraph: St Johnstone and Dunblane met at Perth in a friendly, and a capital game resulted in a draw of two goals each. The home forwards were very smart in front of goal, but the defence was weak, and the visitors were well worth their draw. Brechin Harp have also been busy and a good display was given against Forfar Athletic.	[12, 927, 241, 1001]
fixture-item: Stenhousemuir v. Falkirk.	[264, 1530, 363, 1540]
article-paragraph: WOODHALL v. KELVINGROVE.—At Woodhall on Saturday, and ended in a victory for Woodhall. Scores:—Woodhall—W. Ray, b M'Donald, 5; Mackenzie, b Walker, 14; J. Blaney, b M'Lean, 2; P. Marshall, run out, 30; extras, 4; total, 72.	[983, 1360, 1209, 1420]
section-heading: INCIDENT OF PLAY.	[1256, 617, 1438, 636]
article-paragraph: Leith Athletic have been practising hard at Logie Green, and a number of new men have been tried. The Raith Rovers directors are also satisfied with their men, and a good season is looked for at Kirkcaldy. Cowdenbeath and Dunfermline Athletic have secured several good players, and the Fife clubs generally are expected to give a good account of themselves.	[12, 1625, 241, 1711]
divider	[1061, 381, 1131, 382]
section-heading: SWIMMING.	[328, 465, 409, 480]
score-row: R. Boyd, not out 30	[983, 334, 1209, 343]
article-heading: WEST OF SCOTLAND AMATEURS' GALA.	[270, 482, 467, 495]
column-1	[12, 101, 241, 2510]
score-row: A. Davidson, c Logan, b Dickson 8	[737, 1152, 969, 1162]
article-paragraph: Kelburne v. Clydesdale, at Paisley.—H. Bird, J. Kerr, J. M'Gregor, D. Lindsay, W. Ross, C. Brown, J. Smith, R. Miller, A. Scott, T. Muir, and G. Wilson.	[496, 1532, 724, 1568]
article-paragraph: Drumpellier v. Greenock, at Coatbridge.—A. Rutherford, J. D. Cassels, W. M'Caig, R. Milne, J. Black, T. Reid, J. Graham, A. Moir, D. Campbell, G. Stewart, and W. Lang.	[737, 285, 969, 321]
article-paragraph: At a police court in the United States, where the majority of the cases consisted of petty offences by negroes, there was one day much disorder in the Court-room because of an unusually large attendance. In the confusion the Magistrate, growing tired of the noise, called out, "Order in the court! Those who are not prisoners will please leave the room." Whereupon a coloured gentleman arose and said, "Judge, does yo' mean dat de innocent people can go?"	[1222, 848, 1471, 946]
article-paragraph: Now that the whole of the Union matches have been disposed of, the clubs composing the select body turn their attention to games which will be quite as hard fought. West of Scotland visit Uddingston, and the home side will be out to retrieve their recent defeat. Clydesdale have a big task on hand against Kelburne, while Poloc and Greenock should provide an interesting game at Shawholm.	[496, 590, 724, 675]
column-5	[983, 101, 1209, 2287]
divider	[818, 1222, 888, 1223]
match-title: RENFREW v RUTHERGLEN.	[778, 1229, 928, 1241]
subheading: Another Win.	[1222, 1431, 1284, 1443]
score-total: Total (for 6 wickets) 100	[737, 1208, 969, 1217]
article-paragraph: I am prepared to find one of the best matches of the day at Hamilton Crescent, where the visitors have been playing very fine cricket of late. The Uddingston bowlers have been particularly effective, and it will take a good batting side to make runs against them.	[496, 694, 724, 755]
score-row: T. Anderson, b Cunningham 23	[737, 685, 969, 694]
table-row: Greenock 14 9 4 1 19	[984, 1527, 1208, 1537]
article-paragraph: Annbank United Reserves v. Millgavie, at Annbank.—J. M'Culloch, W. Dunn, R. Marshall, J. Kennedy, T. Gray, A. Hunter, D. Walker, J. Fulton, W. Scott, A. Robertson, and J. M'Bride.	[737, 469, 969, 518]
match-note: At Motherwell, and ended in a win for the home team. Scores:—	[992, 122, 1200, 145]
article-paragraph: St Bernard's opened their season in capital style, and the team played splendidly together. Broxburn Athletic, Bathgate, and Armadale have also been at work, and the Linlithgowshire clubs promise to be strong in the qualifying competition. The East of Scotland Shield ties are to be played early in October.	[12, 1715, 241, 1789]
table-row: St. Mirren 328 120 56 152 296	[1223, 411, 1470, 421]
scorecard	[737, 978, 969, 1078]
article-paragraph: Ross County played West End this season in the Highland League, and a full gate is expected at Dingwall on Saturday. The holders are quietly confident, and it is said that they have secured the services of a couple of useful players from the south. The team which lifted the cup last year will in the main do duty again. The Caley have also been strengthening their ranks, and it would be a bold prophet who would pick the winners of the competition at this early stage.	[12, 415, 241, 526]
aggregate-league-table	[1222, 354, 1471, 543]
score-row: J. Fergusson, b Logan 17	[737, 1141, 969, 1151]
score-row: J. Forsyth, b Lamb 6	[737, 673, 969, 683]
divider	[1312, 256, 1382, 257]
article-paragraph: WOODHALL v. KELVINGROVE.—At Woodhall on Saturday, and ended in a victory for Woodhall. Scores:—Woodhall—W. Ray, b M'Donald, 5; Mackenzie, b Walker, 14; J. Blaney, b M'Lean, 2; P. Marshall, run out, 30; extras, 4; total, 72.	[983, 801, 1209, 862]
byline: (By "Ancient.")	[575, 172, 644, 185]
table-row: Partick Thistle 152 50 22 80 122	[1223, 466, 1470, 476]
article-paragraph: 2nd Uddingston v. Cathcart, at Uddingston.—J. Hutcheson, J. M'Dowall, A. Ford, S. Nimmo, R. Lean, T. Wilson, J. Allan, W. Milne, R. Craig, D. Black, and J. Mitchell.	[496, 1388, 724, 1436]
